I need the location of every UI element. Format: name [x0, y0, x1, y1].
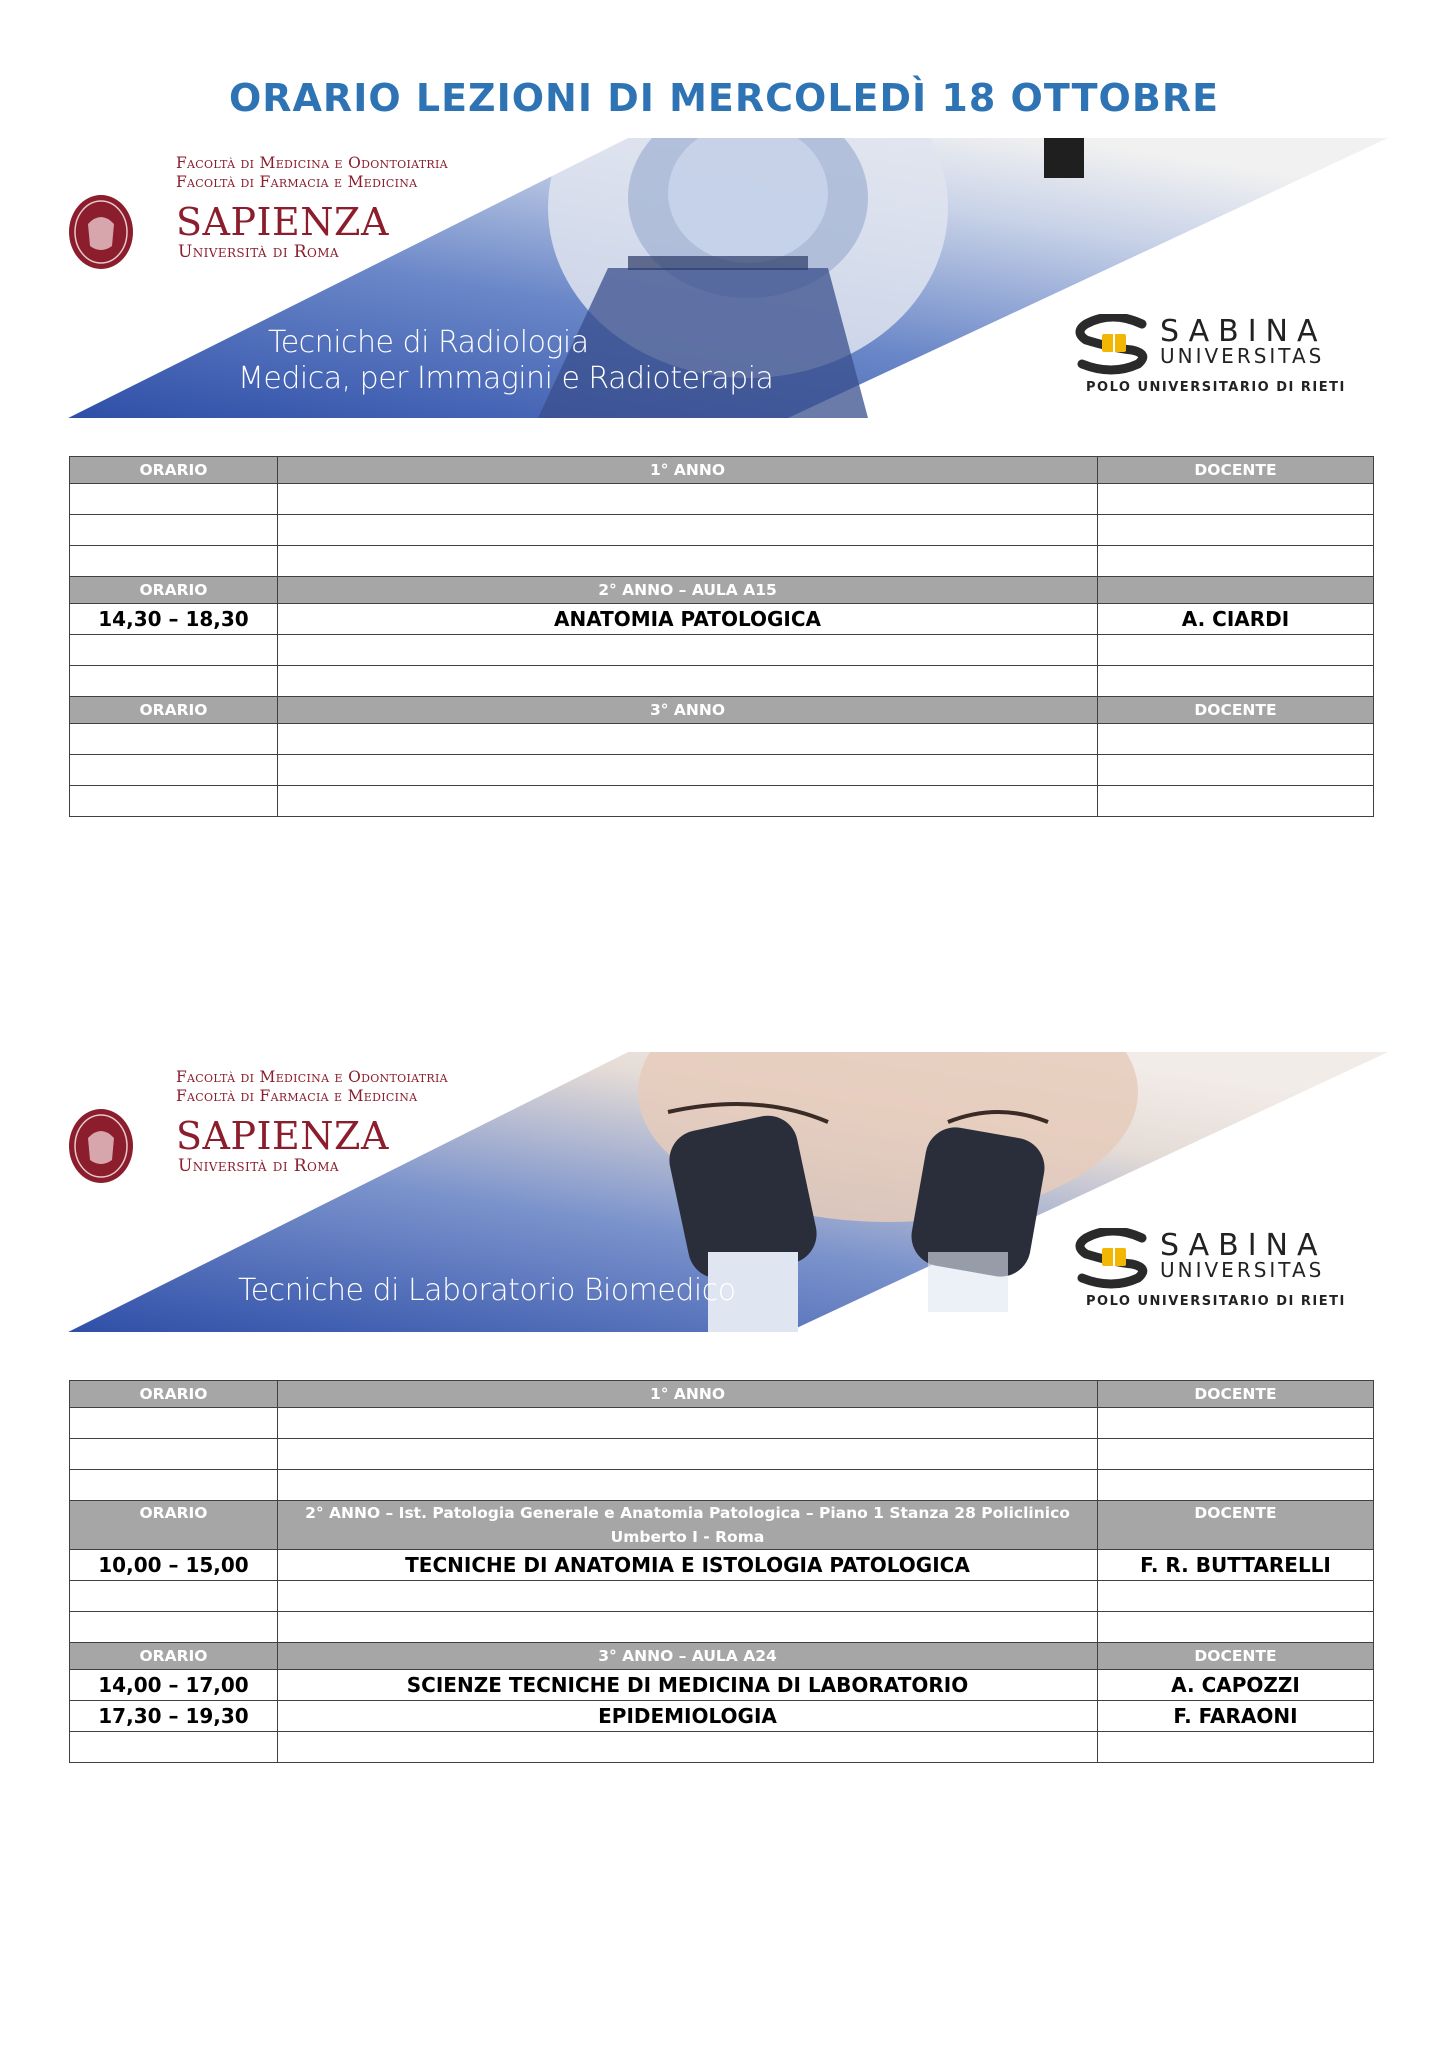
sapienza-seal-icon	[68, 194, 134, 270]
schedule-table-laboratorio	[69, 1380, 1374, 1763]
lesson-subject: ANATOMIA PATOLOGICA	[278, 604, 1098, 635]
section-header-year1	[70, 1381, 1374, 1408]
header-year: 2° ANNO – AULA A15	[278, 577, 1098, 604]
sabina-sub: UNIVERSITAS	[1160, 344, 1325, 368]
banner-laboratorio	[68, 1052, 1388, 1332]
lesson-time: 14,00 – 17,00	[70, 1670, 278, 1701]
sapienza-wordmark: SAPIENZA	[176, 1114, 389, 1158]
sabina-logo-icon	[1072, 314, 1156, 376]
schedule-table-radiologia	[69, 456, 1374, 817]
header-year: 2° ANNO – Ist. Patologia Generale e Anatomia Patologica – Piano 1 Stanza 28 Policlinico Umberto I - Roma	[278, 1501, 1098, 1550]
sapienza-subtitle: Università di Roma	[178, 242, 339, 262]
lesson-teacher: A. CIARDI	[1098, 604, 1374, 635]
header-time: ORARIO	[70, 1643, 278, 1670]
sabina-tagline: POLO UNIVERSITARIO DI RIETI	[1086, 380, 1346, 395]
section-header-year2	[70, 1501, 1374, 1550]
header-time: ORARIO	[70, 1381, 278, 1408]
lesson-time: 14,30 – 18,30	[70, 604, 278, 635]
table-row	[70, 1470, 1374, 1501]
section-header-year3	[70, 697, 1374, 724]
sabina-tagline: POLO UNIVERSITARIO DI RIETI	[1086, 1294, 1346, 1309]
sabina-name: SABINA	[1160, 1228, 1327, 1263]
header-time: ORARIO	[70, 577, 278, 604]
faculty-names	[176, 154, 448, 192]
lesson-time: 10,00 – 15,00	[70, 1550, 278, 1581]
lesson-teacher: F. FARAONI	[1098, 1701, 1374, 1732]
page-title: ORARIO LEZIONI DI MERCOLEDÌ 18 OTTOBRE	[228, 76, 1220, 120]
sabina-logo-icon	[1072, 1228, 1156, 1290]
table-row	[70, 666, 1374, 697]
table-row	[70, 1408, 1374, 1439]
sapienza-wordmark: SAPIENZA	[176, 200, 389, 244]
lesson-subject: SCIENZE TECNICHE DI MEDICINA DI LABORATORIO	[278, 1670, 1098, 1701]
table-row	[70, 546, 1374, 577]
header-year: 1° ANNO	[278, 457, 1098, 484]
table-row	[70, 1701, 1374, 1732]
section-header-year1	[70, 457, 1374, 484]
table-row	[70, 515, 1374, 546]
lesson-teacher: F. R. BUTTARELLI	[1098, 1550, 1374, 1581]
sapienza-seal-icon	[68, 1108, 134, 1184]
faculty-line2: Facoltà di Farmacia e Medicina	[176, 173, 418, 191]
table-row	[70, 724, 1374, 755]
lesson-time: 17,30 – 19,30	[70, 1701, 278, 1732]
sapienza-subtitle: Università di Roma	[178, 1156, 339, 1176]
banner-radiologia	[68, 138, 1388, 418]
header-year: 3° ANNO – AULA A24	[278, 1643, 1098, 1670]
table-row	[70, 1439, 1374, 1470]
table-row	[70, 1612, 1374, 1643]
header-teacher: DOCENTE	[1098, 1381, 1374, 1408]
table-row	[70, 755, 1374, 786]
header-year: 3° ANNO	[278, 697, 1098, 724]
sabina-name: SABINA	[1160, 314, 1327, 349]
header-time: ORARIO	[70, 1501, 278, 1550]
header-time: ORARIO	[70, 457, 278, 484]
course-title-line1: Tecniche di Laboratorio Biomedico	[238, 1273, 736, 1308]
header-teacher: DOCENTE	[1098, 457, 1374, 484]
course-title-line1: Tecniche di Radiologia	[268, 325, 589, 360]
faculty-names	[176, 1068, 448, 1106]
table-row	[70, 1550, 1374, 1581]
lesson-teacher: A. CAPOZZI	[1098, 1670, 1374, 1701]
lesson-subject: EPIDEMIOLOGIA	[278, 1701, 1098, 1732]
course-title-line2: Medica, per Immagini e Radioterapia	[238, 361, 774, 396]
table-row	[70, 786, 1374, 817]
header-year: 1° ANNO	[278, 1381, 1098, 1408]
header-teacher	[1098, 577, 1374, 604]
section-header-year3	[70, 1643, 1374, 1670]
table-row	[70, 1581, 1374, 1612]
header-teacher: DOCENTE	[1098, 697, 1374, 724]
table-row	[70, 1732, 1374, 1763]
header-teacher: DOCENTE	[1098, 1643, 1374, 1670]
section-header-year2	[70, 577, 1374, 604]
faculty-line2: Facoltà di Farmacia e Medicina	[176, 1087, 418, 1105]
table-row	[70, 1670, 1374, 1701]
lesson-subject: TECNICHE DI ANATOMIA E ISTOLOGIA PATOLOGICA	[278, 1550, 1098, 1581]
faculty-line1: Facoltà di Medicina e Odontoiatria	[176, 1068, 448, 1086]
table-row	[70, 635, 1374, 666]
header-teacher: DOCENTE	[1098, 1501, 1374, 1550]
sabina-sub: UNIVERSITAS	[1160, 1258, 1325, 1282]
table-row	[70, 484, 1374, 515]
header-time: ORARIO	[70, 697, 278, 724]
faculty-line1: Facoltà di Medicina e Odontoiatria	[176, 154, 448, 172]
table-row	[70, 604, 1374, 635]
